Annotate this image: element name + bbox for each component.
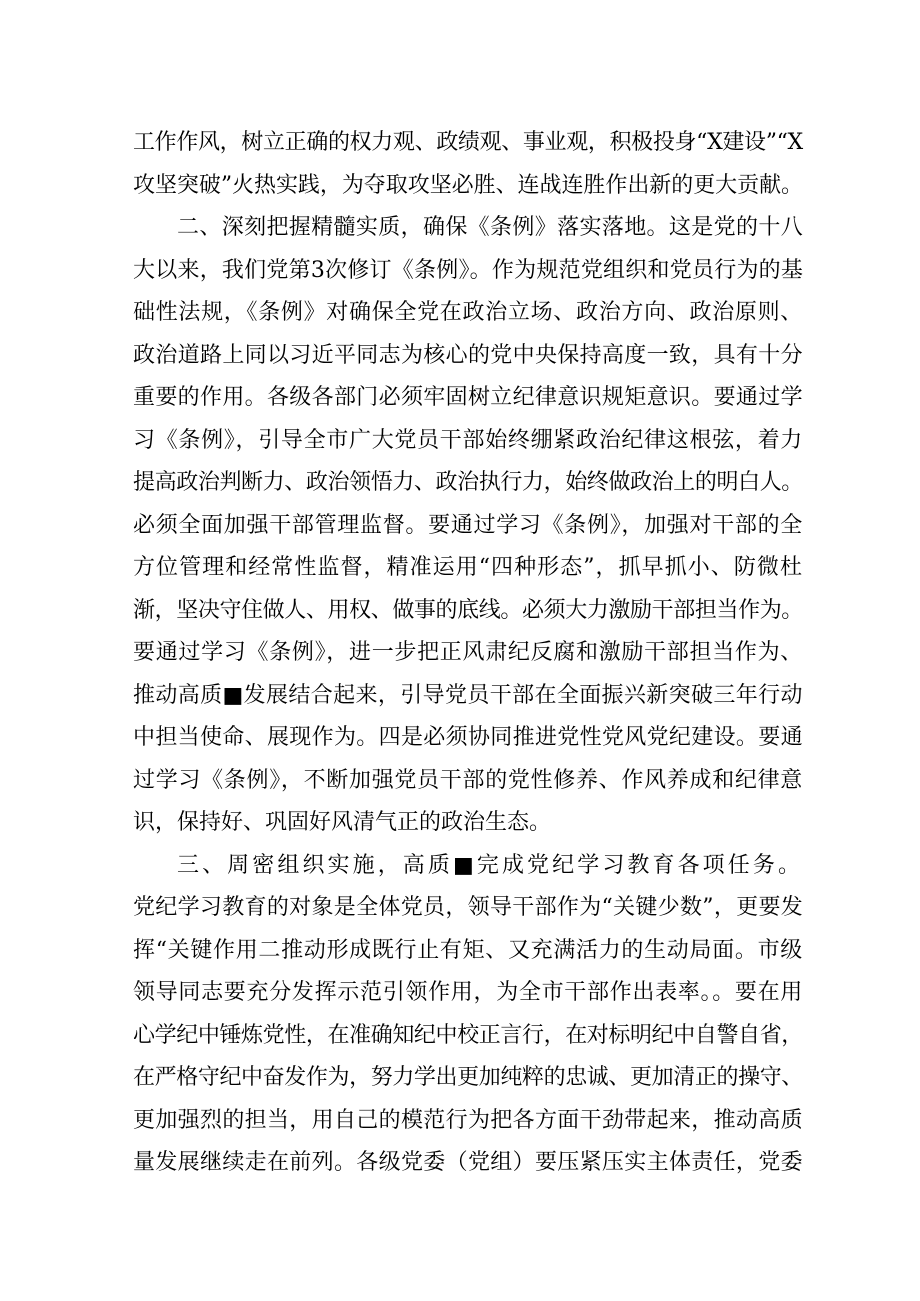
text-line: 挥“关键作用二推动形成既行止有矩、又充满活力的生动局面。市级 bbox=[133, 937, 803, 963]
text-line: 重要的作用。各级各部门必须牢固树立纪律意识规矩意识。要通过学 bbox=[133, 385, 803, 410]
text-line: 识，保持好、巩固好风清气正的政治生态。 bbox=[133, 810, 552, 835]
body-text bbox=[133, 122, 803, 1185]
text-line: 中担当使命、展现作为。四是必须协同推进党性党风党纪建设。要通 bbox=[133, 725, 803, 750]
text-line: 在严格守纪中奋发作为，努力学出更加纯粹的忠诚、更加清正的操守、 bbox=[133, 1065, 803, 1090]
text-line: 党纪学习教育的对象是全体党员，领导干部作为“关键少数”，更要发 bbox=[133, 895, 804, 920]
text-line: 要通过学习《条例》，进一步把正风肃纪反腐和激励干部担当作为、 bbox=[133, 640, 804, 665]
text-line: 政治道路上同以习近平同志为核心的党中央保持高度一致，具有十分 bbox=[133, 342, 803, 368]
text-line: 习《条例》，引导全市广大党员干部始终绷紧政治纪律这根弦，着力 bbox=[133, 427, 804, 453]
text-line: 方位管理和经常性监督，精准运用“四种形态”，抓早抓小、防微杜 bbox=[133, 555, 803, 580]
section-heading-line: 三、周密组织实施，高质■完成党纪学习教育各项任务。 bbox=[177, 852, 804, 878]
text-line: 大以来，我们党第3次修订《条例》。作为规范党组织和党员行为的基 bbox=[133, 257, 804, 283]
text-line: 量发展继续走在前列。各级党委（党组）要压紧压实主体责任，党委 bbox=[133, 1150, 803, 1175]
text-line: 渐，坚决守住做人、用权、做事的底线。必须大力激励干部担当作为。 bbox=[133, 597, 803, 623]
text-line: 攻坚突破”火热实践，为夺取攻坚必胜、连战连胜作出新的更大贡献。 bbox=[133, 172, 804, 198]
text-line: 过学习《条例》，不断加强党员干部的党性修养、作风养成和纪律意 bbox=[133, 767, 804, 793]
text-line: 更加强烈的担当，用自己的模范行为把各方面干劲带起来，推动高质 bbox=[133, 1107, 803, 1133]
text-line: 必须全面加强干部管理监督。要通过学习《条例》，加强对干部的全 bbox=[133, 512, 804, 538]
text-line: 领导同志要充分发挥示范引领作用，为全市干部作出表率。。要在用 bbox=[133, 980, 804, 1005]
text-line: 工作作风，树立正确的权力观、政绩观、事业观，积极投身“X建设”“X bbox=[133, 130, 803, 155]
text-line: 提高政治判断力、政治领悟力、政治执行力，始终做政治上的明白人。 bbox=[133, 470, 803, 495]
text-line: 础性法规，《条例》对确保全党在政治立场、政治方向、政治原则、 bbox=[133, 300, 804, 325]
section-heading-line: 二、深刻把握精髓实质，确保《条例》落实落地。这是党的十八 bbox=[177, 215, 804, 240]
text-line: 心学纪中锤炼党性，在准确知纪中校正言行，在对标明纪中自警自省， bbox=[133, 1022, 803, 1048]
text-line: 推动高质■发展结合起来，引导党员干部在全面振兴新突破三年行动 bbox=[133, 682, 803, 708]
